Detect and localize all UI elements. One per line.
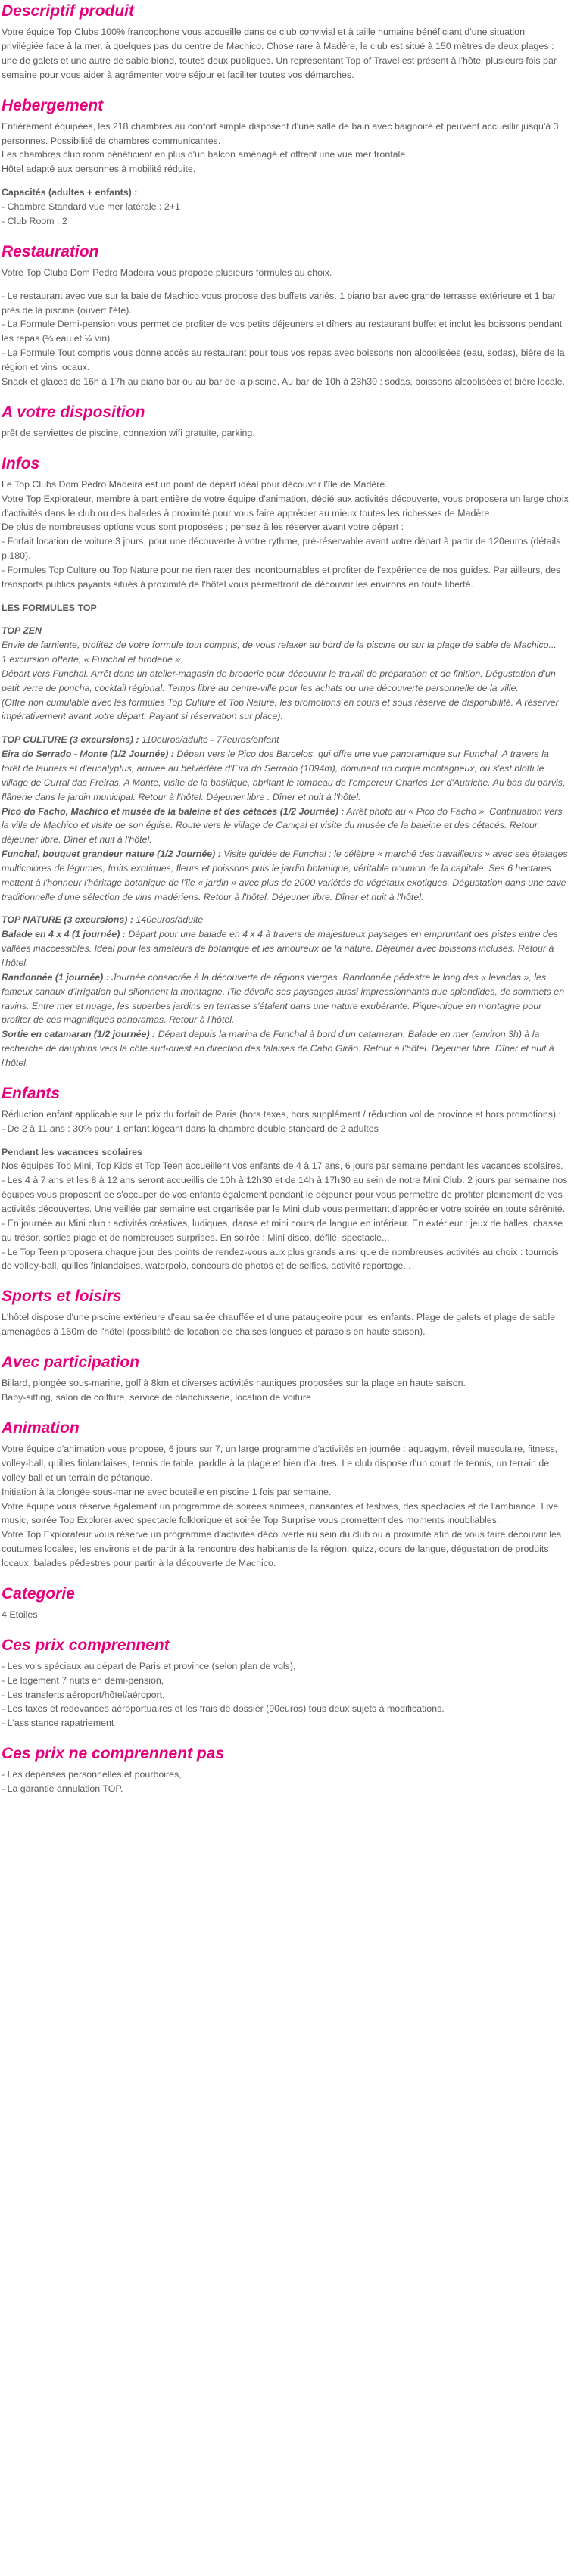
- section-title-participation: Avec participation: [2, 1353, 140, 1372]
- section-participation: [2, 1351, 569, 1405]
- categorie-text: 4 Etoiles: [2, 1609, 38, 1620]
- vacances-block: [2, 1145, 569, 1274]
- infos-text: [2, 478, 569, 592]
- section-title-disposition: A votre disposition: [2, 403, 145, 421]
- section-title-restauration: Restauration: [2, 242, 99, 260]
- excursion-item: [2, 1027, 569, 1070]
- vacances-line: - Les 4 à 7 ans et les 8 à 12 ans seront accueillis de 10h à 12h30 et de 14h à 17h30 au sein de notre Mini Club. 2 jours par semaine nos équipes vous proposent de s'occuper de vos enfants également pendant le déjeuner pour vous permettre de profiter pleinement de vos activités découvertes. Une veillée par semaine est organisée par le Mini club vous permettant d'apprécier votre soirée en toute sérénité.: [2, 1175, 568, 1214]
- section-sports: [2, 1285, 569, 1339]
- formules-title: LES FORMULES TOP: [2, 602, 97, 613]
- section-animation: [2, 1417, 569, 1571]
- excursion-text: Départ pour une balade en 4 x 4 à travers de majestueux paysages en empruntant des pistes entre des vallées inaccessibles. Idéal pour les amateurs de botanique et les amoureux de la nature. Déjeuner avec boissons incluses. Retour à l'hôtel.: [2, 929, 558, 968]
- animation-line: Votre équipe d'animation vous propose, 6 jours sur 7, un large programme d'activités en journée : aquagym, réveil musculaire, fitness, volley-ball, quilles finlandaises, tennis de table, paddle à la plage et bien d'autres. Le club dispose d'un court de tennis, un terrain de volley ball et un terrain de pétanque.: [2, 1444, 558, 1483]
- prix-comprennent-list: [2, 1659, 569, 1730]
- animation-line: Votre équipe vous réserve également un programme de soirées animées, dansantes et festives, des spectacles et de l'ambiance. Live music, soirée Top Explorer avec spectacle folklorique et soirée Top Surprise vous promettent des moments inoubliables.: [2, 1500, 559, 1526]
- restauration-line: Snack et glaces de 16h à 17h au piano bar ou au bar de la piscine. Au bar de 10h à 23h30 : sodas, boissons alcoolisées et bière locale.: [2, 375, 565, 387]
- excursion-text: Visite guidée de Funchal : le célèbre « marché des travailleurs » avec ses étalages multicolores de légumes, fruits exotiques, fleurs et poissons puis le jardin botanique, véritable poumon de la capitale. Ses 6 hectares mettent à l'honneur l'héritage botanique de l'île « jardin » avec plus de 2000 variétés de végétaux exotiques. Dégustation dans une cave traditionnelle d'une sélection de vins madériens. Retour à l'hôtel. Déjeuner libre. Dîner et nuit à l'hôtel.: [2, 849, 568, 902]
- prix-item: - Les taxes et redevances aéroportuaires et les frais de dossier (90euros) tous deux sujets à modifications.: [2, 1703, 445, 1715]
- section-enfants: [2, 1082, 569, 1273]
- top-zen-line: (Offre non cumulable avec les formules Top Culture et Top Nature, les promotions en cours et sous réserve de disponibilité. A réserver impérativement avant votre départ. Payant si réservation sur place).: [2, 696, 559, 722]
- infos-line: - Forfait location de voiture 3 jours, pour une découverte à votre rythme, pré-réservable avant votre départ à partir de 120euros (détails p.180).: [2, 536, 561, 562]
- excursion-item: [2, 805, 569, 848]
- participation-text: [2, 1376, 569, 1405]
- excursion-item: [2, 847, 569, 904]
- excursion-item: [2, 970, 569, 1027]
- excursion-text: Journée consacrée à la découverte de régions vierges. Randonnée pédestre le long des « levadas », les fameux canaux d'irrigation qui sillonnent la montagne, l'île dévoile ses paysages aussi impressionnants que splendides, de sommets en ravins. Entre mer et nuage, les superbes jardins en terrasse s'étalent dans une nature exubérante. Pique-nique en montagne pour profiter de ces magnifiques panoramas. Retour à l'hôtel.: [2, 971, 565, 1026]
- participation-line: Billard, plongée sous-marine, golf à 8km et diverses activités nautiques proposées sur la plage en haute saison.: [2, 1378, 466, 1389]
- vacances-title: Pendant les vacances scolaires: [2, 1146, 142, 1157]
- top-culture-header: [2, 733, 569, 747]
- restauration-text: [2, 289, 569, 389]
- top-culture-price: 110euros/adulte - 77euros/enfant: [139, 734, 279, 746]
- capacity-line: - Club Room : 2: [2, 215, 67, 226]
- section-title-sports: Sports et loisirs: [2, 1288, 122, 1306]
- top-nature-block: [2, 913, 569, 1070]
- section-restauration: [2, 241, 569, 389]
- excursion-item: [2, 747, 569, 804]
- excursion-text: Arrêt photo au « Pico do Facho ». Continuation vers la ville de Machico et visite de son église. Route vers le village de Caniçal et visite du musée de la baleine et des cétacés. Retour, déjeuner libre. Dîner et nuit à l'hôtel.: [2, 805, 563, 846]
- excursion-label: Randonnée (1 journée) :: [2, 971, 109, 983]
- excursion-text: Départ depuis la marina de Funchal à bord d'un catamaran. Balade en mer (environ 3h) à la recherche de dauphins vers la côte sud-ouest en direction des falaises de Cabo Girão. Retour à l'hôtel. Déjeuner libre. Dîner et nuit à l'hôtel.: [2, 1029, 554, 1068]
- section-title-categorie: Categorie: [2, 1584, 75, 1603]
- hebergement-text: [2, 120, 569, 176]
- enfants-text: [2, 1107, 569, 1136]
- top-zen-line: Départ vers Funchal. Arrêt dans un atelier-magasin de broderie pour découvrir le travail de préparation et de finition. Dégustation d'un petit verre de poncha, cocktail régional. Temps libre au centre-ville pour les achats ou une découverte personnelle de la ville.: [2, 668, 556, 693]
- sports-text: L'hôtel dispose d'une piscine extérieure d'eau salée chauffée et d'une pataugeoire pour les enfants. Plage de galets et plage de sable aménagées à 150m de l'hôtel (possibilité de location de chaises longues et parasols en haute saison).: [2, 1312, 556, 1338]
- prix-non-comprennent-list: [2, 1768, 569, 1796]
- infos-line: Le Top Clubs Dom Pedro Madeira est un point de départ idéal pour découvrir l'île de Madère.: [2, 478, 388, 490]
- enfants-line: Réduction enfant applicable sur le prix du forfait de Paris (hors taxes, hors supplément / réduction vol de province et hors promotions) :: [2, 1108, 562, 1120]
- participation-line: Baby-sitting, salon de coiffure, service de blanchisserie, location de voiture: [2, 1392, 311, 1403]
- section-title-prix-non-comprennent: Ces prix ne comprennent pas: [2, 1745, 225, 1763]
- prix-item: - Les transferts aéroport/hôtel/aéroport,: [2, 1689, 165, 1700]
- vacances-line: - Le Top Teen proposera chaque jour des points de rendez-vous aux plus grands ainsi que de nombreuses activités au choix : tournois de volley-ball, quilles finlandaises, waterpolo, concours de photos et de selfies, activité reportage...: [2, 1246, 559, 1272]
- top-zen-title: TOP ZEN: [2, 625, 42, 637]
- section-descriptif: [2, 0, 569, 83]
- top-nature-price: 140euros/adulte: [133, 914, 204, 926]
- section-title-descriptif: Descriptif produit: [2, 2, 135, 20]
- top-zen-block: [2, 624, 569, 724]
- section-categorie: [2, 1583, 569, 1622]
- section-hebergement: [2, 95, 569, 229]
- prix-item: - Les vols spéciaux au départ de Paris et province (selon plan de vols),: [2, 1660, 296, 1671]
- hebergement-line: Entièrement équipées, les 218 chambres au confort simple disposent d'une salle de bain avec baignoire et peuvent accueillir jusqu'à 3 personnes. Possibilité de chambres communicantes.: [2, 120, 559, 146]
- prix-item: - Le logement 7 nuits en demi-pension,: [2, 1674, 164, 1686]
- animation-text: [2, 1442, 569, 1571]
- excursion-label: Eira do Serrado - Monte (1/2 Journée) :: [2, 749, 174, 760]
- prix-item: - Les dépenses personnelles et pourboires,: [2, 1769, 182, 1780]
- enfants-line: - De 2 à 11 ans : 30% pour 1 enfant logeant dans la chambre double standard de 2 adultes: [2, 1123, 379, 1134]
- vacances-line: - En journée au Mini club : activités créatives, ludiques, danse et mini cours de langue en intérieur. En extérieur : jeux de balles, chasse au trésor, sorties plage et de nombreuses surprises. En soirée : Mini disco, défilé, spectacle...: [2, 1217, 563, 1243]
- prix-item: - La garantie annulation TOP.: [2, 1783, 123, 1795]
- top-culture-label: TOP CULTURE (3 excursions) :: [2, 734, 139, 746]
- excursion-item: [2, 927, 569, 970]
- descriptif-text: Votre équipe Top Clubs 100% francophone vous accueille dans ce club convivial et à taille humaine bénéficiant d'une situation privilégiée face à la mer, à quelques pas du centre de Machico. Chose rare à Madère, le club est situé à 150 mètres de deux plages : une de galets et une autre de sable blond, toutes deux publiques. Un représentant Top of Travel est présent à l'hôtel plusieurs fois par semaine pour vous aider à agrémenter votre séjour et faciliter toutes vos démarches.: [2, 26, 557, 80]
- section-prix-non-comprennent: [2, 1743, 569, 1796]
- hebergement-line: Les chambres club room bénéficient en plus d'un balcon aménagé et offrent une vue mer frontale.: [2, 149, 408, 160]
- vacances-line: Nos équipes Top Mini, Top Kids et Top Teen accueillent vos enfants de 4 à 17 ans, 6 jours par semaine pendant les vacances scolaires.: [2, 1160, 563, 1172]
- section-prix-comprennent: [2, 1634, 569, 1730]
- top-culture-block: [2, 733, 569, 904]
- section-title-infos: Infos: [2, 454, 40, 472]
- capacity-title: Capacités (adultes + enfants) :: [2, 187, 138, 198]
- capacity-line: - Chambre Standard vue mer latérale : 2+1: [2, 201, 180, 212]
- top-zen-line: 1 excursion offerte, « Funchal et broderie »: [2, 654, 181, 665]
- hebergement-line: Hôtel adapté aux personnes à mobilité réduite.: [2, 164, 196, 175]
- section-disposition: [2, 401, 569, 441]
- infos-line: Votre Top Explorateur, membre à part entière de votre équipe d'animation, dédié aux activités découverte, vous proposera un large choix d'activités dans le club ou des balades à proximité pour vous faire apprécier au mieux toutes les richesses de Madère.: [2, 493, 569, 519]
- top-zen-line: Envie de farniente, profitez de votre formule tout compris, de vous relaxer au bord de la piscine ou sur la plage de sable de Machico...: [2, 640, 557, 651]
- infos-line: - Formules Top Culture ou Top Nature pour ne rien rater des incontournables et profiter de l'expérience de nos guides. Par ailleurs, des transports publics payants situés à proximité de l'hôtel vous permettront de découvrir les environs en toute liberté.: [2, 564, 561, 590]
- section-title-animation: Animation: [2, 1419, 80, 1437]
- top-nature-label: TOP NATURE (3 excursions) :: [2, 914, 133, 926]
- restauration-line: - La Formule Demi-pension vous permet de profiter de vos petits déjeuners et dîners au restaurant buffet et inclut les boissons pendant les repas (¼ eau et ¼ vin).: [2, 319, 563, 344]
- capacity-block: [2, 185, 569, 229]
- top-nature-header: [2, 913, 569, 927]
- excursion-label: Balade en 4 x 4 (1 journée) :: [2, 929, 126, 940]
- infos-line: De plus de nombreuses options vous sont proposées ; pensez à les réserver avant votre départ :: [2, 522, 404, 533]
- animation-line: Initiation à la plongée sous-marine avec bouteille en piscine 1 fois par semaine.: [2, 1486, 332, 1497]
- excursion-label: Sortie en catamaran (1/2 journée) :: [2, 1029, 156, 1040]
- prix-item: - L'assistance rapatriement: [2, 1718, 114, 1729]
- section-infos: [2, 453, 569, 1070]
- disposition-text: prêt de serviettes de piscine, connexion wifi gratuite, parking.: [2, 427, 255, 438]
- section-title-enfants: Enfants: [2, 1084, 61, 1102]
- excursion-text: Départ vers le Pico dos Barcelos, qui offre une vue panoramique sur Funchal. A travers la forêt de lauriers et d'eucalyptus, arrivée au belvédère d'Eira do Serrado (1094m), dominant un cirque montagneux, où s'est blotti le village de Curral das Freiras. A Monte, visite de la basilique, abritant le tombeau de l'empereur Charles 1er d'Autriche. Au bas du parvis, flânerie dans le jardin municipal. Retour à l'hôtel. Déjeuner libre . Dîner et nuit à l'hôtel.: [2, 749, 566, 802]
- section-title-prix-comprennent: Ces prix comprennent: [2, 1636, 170, 1654]
- restauration-line: - Le restaurant avec vue sur la baie de Machico vous propose des buffets variés. 1 piano bar avec grande terrasse extérieure et 1 bar près de la piscine (ouvert l'été).: [2, 290, 556, 316]
- restauration-line: - La Formule Tout compris vous donne accès au restaurant pour tous vos repas avec boissons non alcoolisées (eau, sodas), bière de la région et vins locaux.: [2, 347, 565, 372]
- animation-line: Votre Top Explorateur vous réserve un programme d'activités découverte au sein du club ou à proximité afin de vous faire découvrir les coutumes locales, les environs et de partir à la rencontre des habitants de la région: quizz, cours de langue, dégustation de produits locaux, balades pédestres pour partir à la découverte de Machico.: [2, 1529, 562, 1568]
- excursion-label: Pico do Facho, Machico et musée de la baleine et des cétacés (1/2 Journée) :: [2, 805, 345, 817]
- excursion-label: Funchal, bouquet grandeur nature (1/2 Journée) :: [2, 849, 221, 860]
- restauration-intro: Votre Top Clubs Dom Pedro Madeira vous propose plusieurs formules au choix.: [2, 266, 332, 278]
- section-title-hebergement: Hebergement: [2, 96, 104, 114]
